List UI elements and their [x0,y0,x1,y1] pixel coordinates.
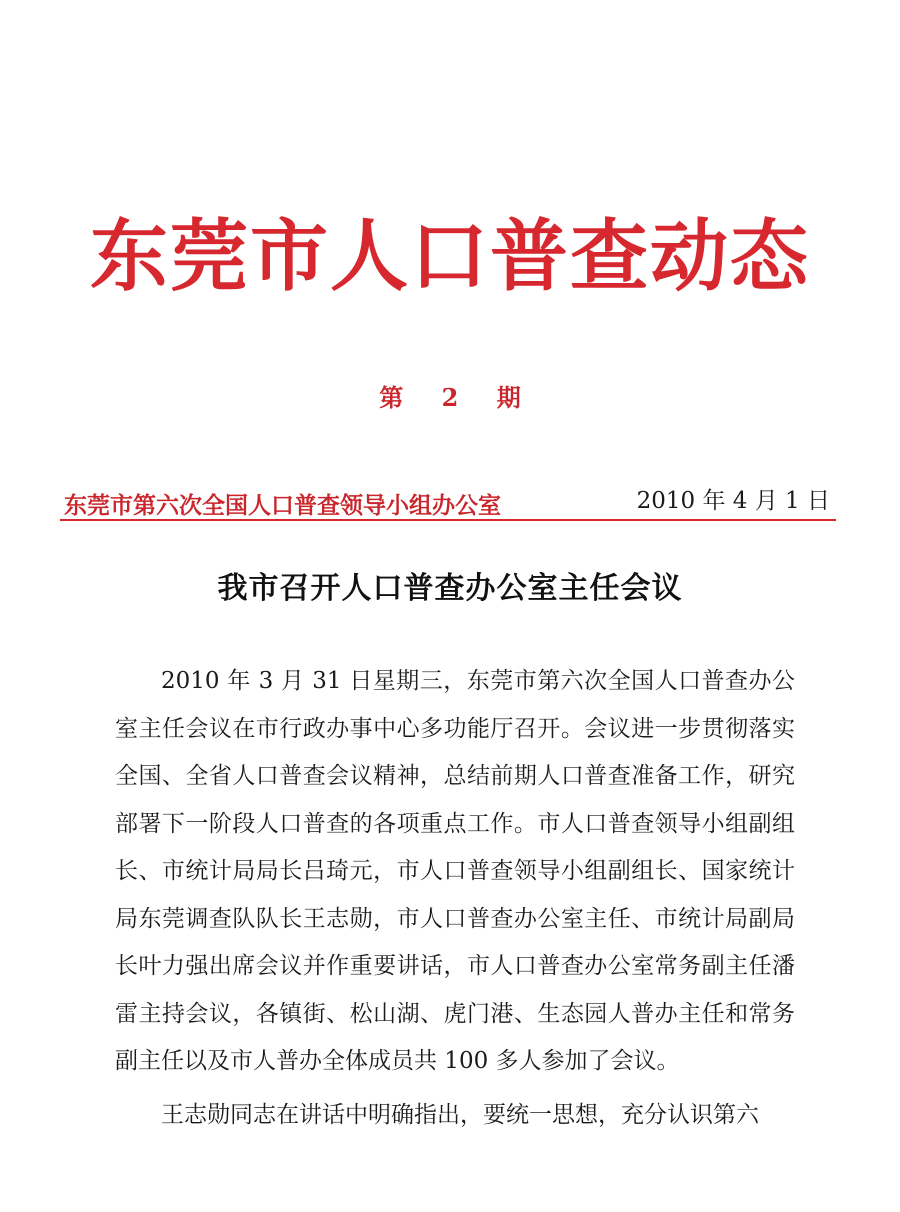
article-headline: 我市召开人口普查办公室主任会议 [217,571,683,606]
issue-prefix: 第 [379,383,404,412]
publish-date: 2010 年 4 月 1 日 [636,488,830,514]
article-paragraph: 2010 年 3 月 31 日星期三，东莞市第六次全国人口普查办公室主任会议在市行政办事中心多功能厅召开。会议进一步贯彻落实全国、全省人口普查会议精神，总结前期人口普查准备工作，研究部署下一阶段人口普查的各项重点工作。市人口普查领导小组副组长、市统计局局长吕琦元，市人口普查领导小组副组长、国家统计局东莞调查队队长王志勋，市人口普查办公室主任、市统计局副局长叶力强出席会议并作重要讲话，市人口普查办公室常务副主任潘雷主持会议，各镇街、松山湖、虎门港、生态园人普办主任和常务副主任以及市人普办全体成员共 100 多人参加了会议。 [115,668,795,1074]
issue-number [0,378,900,413]
issue-suffix: 期 [496,383,521,412]
article-body [115,658,795,1145]
publisher-org: 东莞市第六次全国人口普查领导小组办公室 [64,492,501,519]
header-divider [60,519,836,521]
article-paragraph: 王志勋同志在讲话中明确指出，要统一思想，充分认识第六 [161,1101,759,1128]
masthead-title: 东莞市人口普查动态 [89,211,810,302]
issue-value: 2 [441,383,459,412]
